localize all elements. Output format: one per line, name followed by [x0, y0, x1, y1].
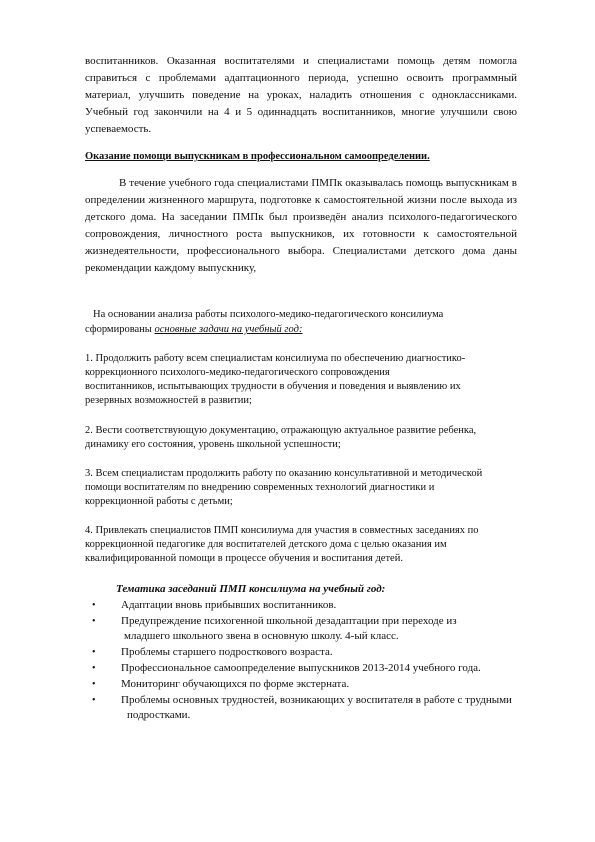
text-line: подростками. [127, 709, 191, 721]
text-line: жизнедеятельности, профессионального выбора. Специалистами детского дома даны [85, 245, 517, 257]
text-line: Проблемы старшего подросткового возраста. [121, 646, 333, 658]
text-line: сопровождения, личностного роста выпускников, их готовности к самостоятельной [85, 228, 517, 240]
text-line: На основании анализа работы психолого-медико-педагогического консилиума [93, 309, 444, 320]
text-line: успеваемость. [85, 123, 152, 135]
bullet-icon: • [92, 679, 96, 690]
text-line: 2. Вести соответствующую документацию, отражающую актуальное развитие ребенка, [85, 425, 477, 436]
bullet-icon: • [92, 616, 96, 627]
bullet-icon: • [92, 600, 96, 611]
text-line: рекомендации каждому выпускнику, [85, 262, 257, 274]
text-line: младшего школьного звена в основную школу. 4-ый класс. [124, 630, 399, 642]
text-line: 4. Привлекать специалистов ПМП консилиума для участия в совместных заседаниях по [85, 525, 479, 536]
text-line: резервных возможностей в развитии; [85, 395, 252, 406]
text-line: Учебный год закончили на 4 и 5 одиннадцать воспитанников, многие улучшили свою [85, 106, 517, 118]
text-line: справиться с проблемами адаптационного периода, успешно освоить программный [85, 72, 517, 84]
text-line: помощи воспитателям по внедрению современных технологий диагностики и [85, 482, 435, 493]
text-line: коррекционной педагогике для воспитателей детского дома с целью оказания им [85, 539, 447, 550]
text-line: динамику его состояния, уровень школьной успешности; [85, 439, 341, 450]
text-line: Мониторинг обучающихся по форме экстерната. [121, 678, 350, 690]
text-line: 1. Продолжить работу всем специалистам консилиума по обеспечению диагностико- [85, 353, 466, 364]
section-heading: Оказание помощи выпускникам в профессиональном самоопределении. [85, 151, 430, 162]
text-line: коррекционной работы с детьми; [85, 496, 233, 507]
text-line: В течение учебного года специалистами ПМПк оказывалась помощь выпускникам в [119, 177, 517, 189]
text-span: сформированы [85, 324, 155, 335]
text-line: воспитанников, испытывающих трудности в обучения и поведения и выявлению их [85, 381, 461, 392]
text-line: коррекционного психолого-медико-педагогического сопровождения [85, 367, 390, 378]
text-line: детского дома. На заседании ПМПк был произведён анализ психолого-педагогического [85, 211, 517, 223]
text-line: Предупреждение психогенной школьной дезадаптации при переходе из [121, 615, 457, 627]
text-line: воспитанников. Оказанная воспитателями и специалистами помощь детям помогла [85, 55, 517, 67]
text-line: определении жизненного маршрута, подготовке к самостоятельной жизни после выхода из [85, 194, 517, 206]
bullet-icon: • [92, 647, 96, 658]
topics-heading: Тематика заседаний ПМП консилиума на учебный год: [116, 583, 386, 595]
text-line: Адаптации вновь прибывших воспитанников. [121, 599, 337, 611]
tasks-title: основные задачи на учебный год: [154, 324, 303, 335]
text-line: квалифицированной помощи в процессе обучения и воспитания детей. [85, 553, 403, 564]
text-line [85, 323, 302, 336]
bullet-icon: • [92, 663, 96, 674]
text-line: Проблемы основных трудностей, возникающих у воспитателя в работе с трудными [121, 694, 512, 706]
bullet-icon: • [92, 695, 96, 706]
text-line: 3. Всем специалистам продолжить работу по оказанию консультативной и методической [85, 468, 483, 479]
text-line: Профессиональное самоопределение выпускников 2013-2014 учебного года. [121, 662, 481, 674]
text-line: материал, улучшить поведение на уроках, наладить отношения с одноклассниками. [85, 89, 517, 101]
